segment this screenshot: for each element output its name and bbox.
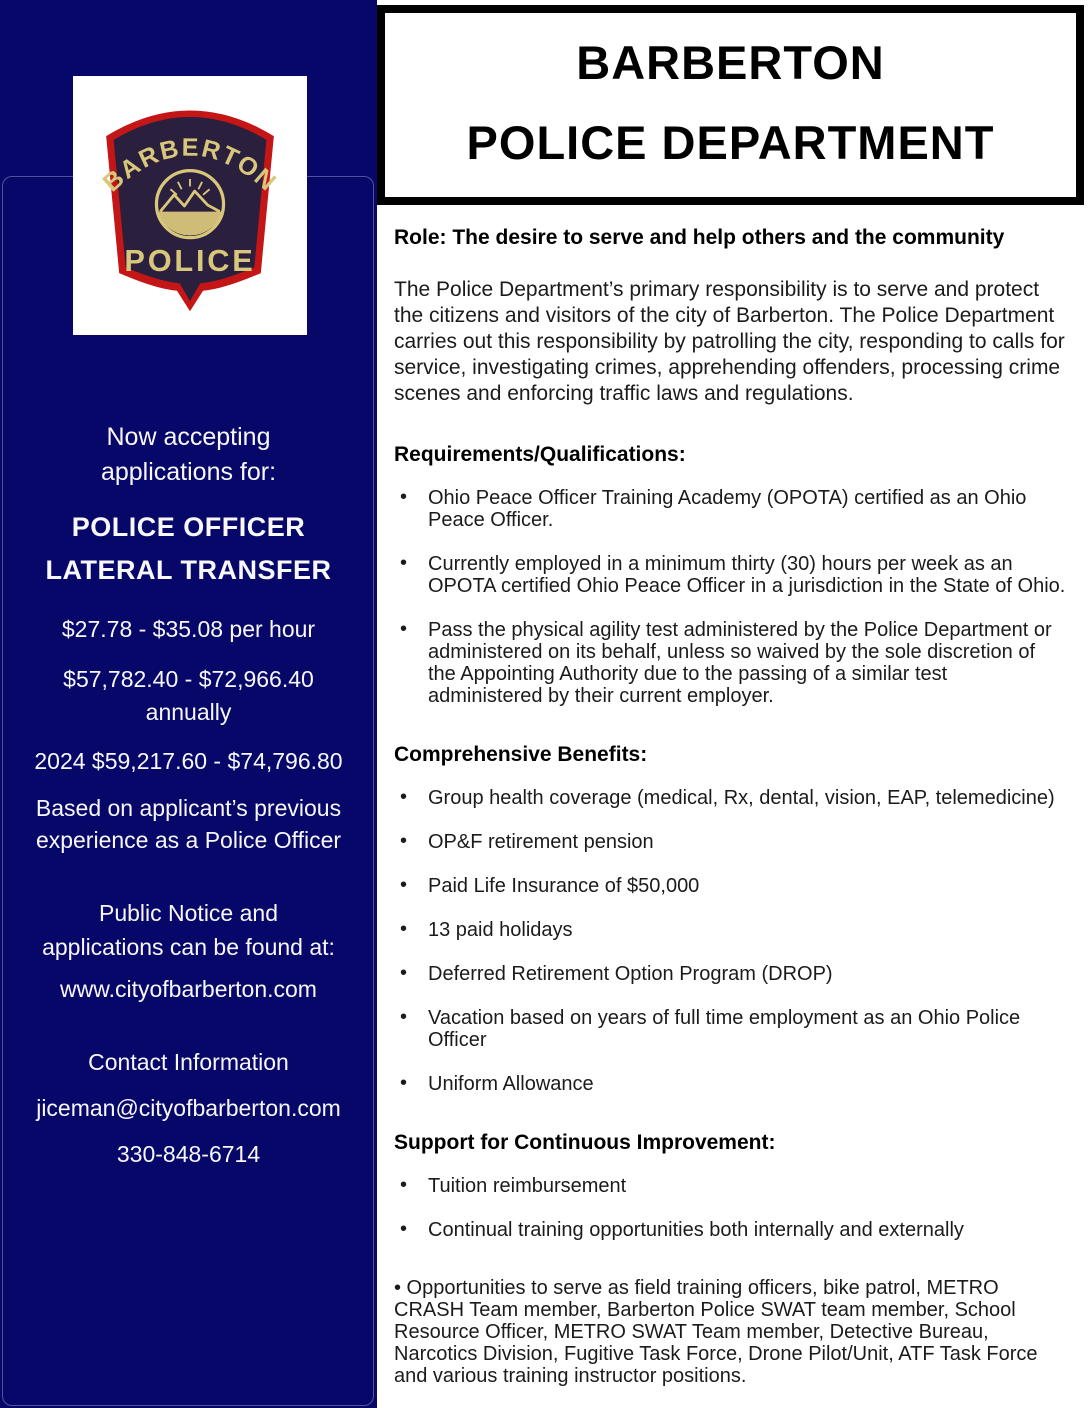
bullet-item: • Currently employed in a minimum thirty (30) hours per week as an OPOTA certified Ohio Peace Officer in a jurisdiction in the State of Ohio.	[394, 553, 1066, 597]
title-line-2: POLICE DEPARTMENT	[466, 116, 995, 170]
intro-line-1: Now accepting	[106, 423, 271, 451]
bullet-item: • Ohio Peace Officer Training Academy (OPOTA) certified as an Ohio Peace Officer.	[394, 487, 1066, 531]
position-line-2: LATERAL TRANSFER	[45, 555, 332, 585]
bullet-item: • Vacation based on years of full time employment as an Ohio Police Officer	[394, 1007, 1066, 1051]
bullet-item: • 13 paid holidays	[394, 919, 1066, 941]
bullet-item: • Tuition reimbursement	[394, 1175, 1066, 1197]
contact-email: jiceman@cityofbarberton.com	[36, 1095, 341, 1121]
pay-note	[12, 792, 365, 856]
pay-annual-range: $57,782.40 - $72,966.40	[63, 666, 314, 692]
intro-line-2: applications for:	[100, 458, 277, 486]
police-badge	[73, 76, 307, 335]
pay-2024: 2024 $59,217.60 - $74,796.80	[34, 748, 343, 774]
bullet-item: • Paid Life Insurance of $50,000	[394, 875, 1066, 897]
bullet-item: • Pass the physical agility test administered by the Police Department or administered on its behalf, unless so waived by the sole discretion of the Appointing Authority due to the passing of a similar test administered by their current employer.	[394, 619, 1066, 707]
badge-arc-text: BARBERTON	[97, 133, 283, 197]
notice-line-1: Public Notice and	[99, 900, 278, 926]
pay-annual	[12, 663, 365, 729]
role-paragraph: The Police Department’s primary responsibility is to serve and protect the citizens and visitors of the city of Barberton. The Police Department carries out this responsibility by patrolling the city, responding to calls for service, investigating crimes, apprehending offenders, processing crime scenes and enforcing traffic laws and regulations.	[394, 278, 1065, 405]
contact-heading: Contact Information	[88, 1049, 289, 1075]
position-line-1: POLICE OFFICER	[71, 512, 306, 542]
sidebar-content	[12, 420, 365, 1168]
pay-note-line-1: Based on applicant’s previous	[35, 795, 342, 821]
bullet-item: • Deferred Retirement Option Program (DROP)	[394, 963, 1066, 985]
bullet-item: • Uniform Allowance	[394, 1073, 1066, 1095]
bullet-item: • OP&F retirement pension	[394, 831, 1066, 853]
bullet-list	[394, 487, 1066, 707]
closing-paragraph: • Opportunities to serve as field training officers, bike patrol, METRO CRASH Team member, Barberton Police SWAT team member, School Resource Officer, METRO SWAT Team member, Detective Bureau, Narcotics Division, Fugitive Task Force, Drone Pilot/Unit, ATF Task Force and various training instructor positions.	[394, 1277, 1038, 1387]
police-patch-icon	[81, 83, 299, 329]
bullet-list	[394, 1175, 1066, 1241]
bullet-item: • Continual training opportunities both internally and externally	[394, 1219, 1066, 1241]
website-text: www.cityofbarberton.com	[60, 976, 317, 1002]
position-title	[12, 506, 365, 592]
main-content	[394, 226, 1066, 1387]
contact-phone: 330-848-6714	[116, 1141, 261, 1167]
pay-note-line-2: experience as a Police Officer	[35, 827, 342, 853]
section-heading: Support for Continuous Improvement:	[394, 1131, 776, 1154]
role-heading: Role: The desire to serve and help others and the community	[394, 226, 1005, 249]
main-sections	[394, 443, 1066, 1241]
pay-annual-label: annually	[145, 699, 232, 725]
title-box	[377, 5, 1084, 205]
section-heading: Requirements/Qualifications:	[394, 443, 686, 466]
now-accepting-text	[12, 420, 365, 490]
title-line-1: BARBERTON	[576, 36, 885, 90]
sidebar	[0, 0, 377, 1408]
bullet-item: • Group health coverage (medical, Rx, dental, vision, EAP, telemedicine)	[394, 787, 1066, 809]
public-notice	[12, 896, 365, 964]
pay-hourly: $27.78 - $35.08 per hour	[61, 616, 316, 642]
notice-line-2: applications can be found at:	[42, 934, 335, 960]
section-heading: Comprehensive Benefits:	[394, 743, 648, 766]
badge-bottom-text: POLICE	[124, 242, 256, 278]
bullet-list	[394, 787, 1066, 1095]
